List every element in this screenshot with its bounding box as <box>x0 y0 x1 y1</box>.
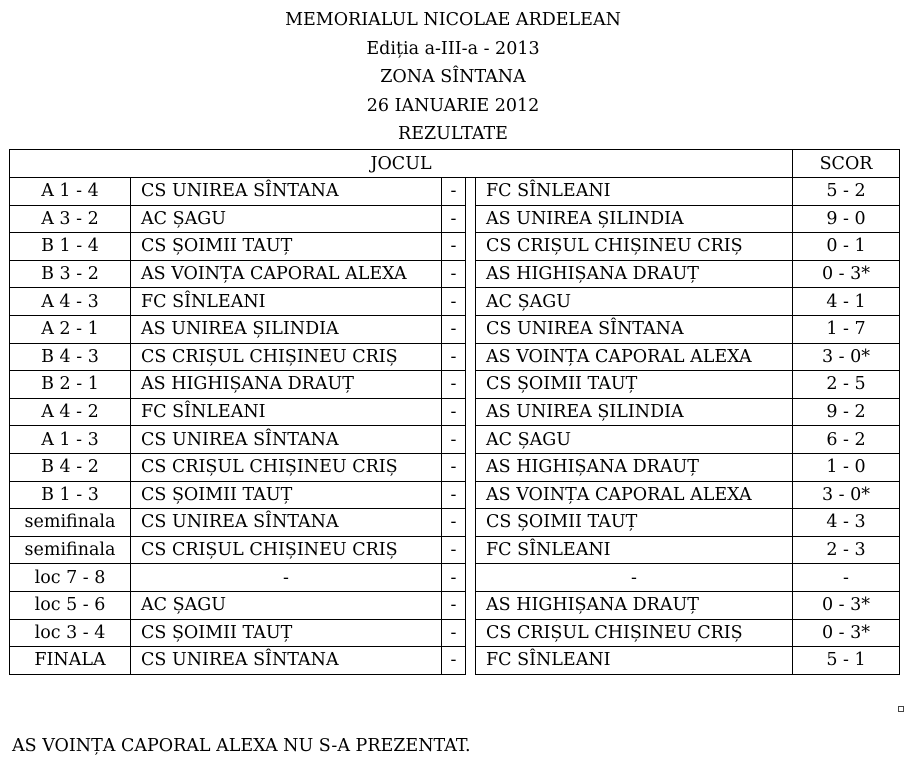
gap-cell <box>466 536 476 564</box>
table-row <box>10 481 900 509</box>
header-title: MEMORIALUL NICOLAE ARDELEAN <box>285 10 621 30</box>
gap-cell <box>466 371 476 399</box>
gap-cell <box>466 178 476 206</box>
score-cell: 3 - 0* <box>793 343 900 371</box>
separator: - <box>442 536 466 564</box>
gap-cell <box>466 315 476 343</box>
match-code: semifinala <box>10 509 131 537</box>
match-code: loc 3 - 4 <box>10 619 131 647</box>
home-team: AS HIGHIȘANA DRAUȚ <box>131 371 442 399</box>
match-code: A 3 - 2 <box>10 205 131 233</box>
table-row <box>10 453 900 481</box>
gap-cell <box>466 509 476 537</box>
score-cell: 4 - 3 <box>793 509 900 537</box>
away-team: AS HIGHIȘANA DRAUȚ <box>476 453 793 481</box>
separator: - <box>442 453 466 481</box>
score-cell: 2 - 3 <box>793 536 900 564</box>
table-row <box>10 591 900 619</box>
home-team: AC ȘAGU <box>131 591 442 619</box>
score-cell: 5 - 2 <box>793 178 900 206</box>
away-team: - <box>476 564 793 592</box>
away-team: CS CRIȘUL CHIȘINEU CRIȘ <box>476 619 793 647</box>
separator: - <box>442 233 466 261</box>
home-team: CS ȘOIMII TAUȚ <box>131 481 442 509</box>
separator: - <box>442 315 466 343</box>
gap-cell <box>466 205 476 233</box>
away-team: AS HIGHIȘANA DRAUȚ <box>476 260 793 288</box>
header-results: REZULTATE <box>398 124 508 145</box>
header-zone: ZONA SÎNTANA <box>380 67 526 88</box>
separator: - <box>442 205 466 233</box>
home-team: CS CRIȘUL CHIȘINEU CRIȘ <box>131 536 442 564</box>
gap-cell <box>466 453 476 481</box>
match-code: A 1 - 3 <box>10 426 131 454</box>
gap-cell <box>466 619 476 647</box>
table-row <box>10 260 900 288</box>
table-resize-handle[interactable] <box>898 706 904 712</box>
separator: - <box>442 426 466 454</box>
score-cell: 6 - 2 <box>793 426 900 454</box>
separator: - <box>442 619 466 647</box>
separator: - <box>442 178 466 206</box>
score-cell: 5 - 1 <box>793 647 900 675</box>
home-team: CS UNIREA SÎNTANA <box>131 647 442 675</box>
score-cell: 1 - 0 <box>793 453 900 481</box>
match-code: B 4 - 2 <box>10 453 131 481</box>
away-team: AS VOINȚA CAPORAL ALEXA <box>476 343 793 371</box>
score-cell: 0 - 3* <box>793 260 900 288</box>
away-team: CS ȘOIMII TAUȚ <box>476 371 793 399</box>
score-cell: 0 - 3* <box>793 591 900 619</box>
home-team: CS ȘOIMII TAUȚ <box>131 233 442 261</box>
home-team: CS ȘOIMII TAUȚ <box>131 619 442 647</box>
gap-cell <box>466 564 476 592</box>
match-code: loc 5 - 6 <box>10 591 131 619</box>
score-cell: 0 - 1 <box>793 233 900 261</box>
score-cell: - <box>793 564 900 592</box>
score-cell: 4 - 1 <box>793 288 900 316</box>
away-team: CS CRIȘUL CHIȘINEU CRIȘ <box>476 233 793 261</box>
match-code: A 4 - 2 <box>10 398 131 426</box>
document-header <box>0 6 906 149</box>
home-team: FC SÎNLEANI <box>131 288 442 316</box>
results-table <box>9 149 900 675</box>
home-team: CS CRIȘUL CHIȘINEU CRIȘ <box>131 453 442 481</box>
header-date: 26 IANUARIE 2012 <box>366 95 540 116</box>
score-cell: 9 - 2 <box>793 398 900 426</box>
gap-cell <box>466 591 476 619</box>
separator: - <box>442 591 466 619</box>
table-row <box>10 315 900 343</box>
home-team: CS UNIREA SÎNTANA <box>131 178 442 206</box>
match-code: B 2 - 1 <box>10 371 131 399</box>
score-cell: 0 - 3* <box>793 619 900 647</box>
match-code: A 1 - 4 <box>10 178 131 206</box>
separator: - <box>442 371 466 399</box>
table-row <box>10 619 900 647</box>
score-cell: 3 - 0* <box>793 481 900 509</box>
separator: - <box>442 509 466 537</box>
match-code: B 1 - 4 <box>10 233 131 261</box>
score-cell: 9 - 0 <box>793 205 900 233</box>
score-cell: 1 - 7 <box>793 315 900 343</box>
away-team: CS UNIREA SÎNTANA <box>476 315 793 343</box>
away-team: AS VOINȚA CAPORAL ALEXA <box>476 481 793 509</box>
table-row <box>10 288 900 316</box>
separator: - <box>442 288 466 316</box>
separator: - <box>442 260 466 288</box>
separator: - <box>442 343 466 371</box>
match-code: B 4 - 3 <box>10 343 131 371</box>
table-row <box>10 398 900 426</box>
table-row <box>10 371 900 399</box>
away-team: CS ȘOIMII TAUȚ <box>476 509 793 537</box>
table-row <box>10 233 900 261</box>
separator: - <box>442 564 466 592</box>
match-code: A 2 - 1 <box>10 315 131 343</box>
home-team: AS UNIREA ȘILINDIA <box>131 315 442 343</box>
match-code: loc 7 - 8 <box>10 564 131 592</box>
home-team: AS VOINȚA CAPORAL ALEXA <box>131 260 442 288</box>
away-team: AS UNIREA ȘILINDIA <box>476 398 793 426</box>
match-code: B 1 - 3 <box>10 481 131 509</box>
table-row <box>10 564 900 592</box>
away-team: AC ȘAGU <box>476 288 793 316</box>
separator: - <box>442 647 466 675</box>
match-code: semifinala <box>10 536 131 564</box>
away-team: AS HIGHIȘANA DRAUȚ <box>476 591 793 619</box>
away-team: AC ȘAGU <box>476 426 793 454</box>
home-team: CS UNIREA SÎNTANA <box>131 426 442 454</box>
table-row <box>10 536 900 564</box>
match-code: A 4 - 3 <box>10 288 131 316</box>
gap-cell <box>466 481 476 509</box>
home-team: AC ȘAGU <box>131 205 442 233</box>
score-cell: 2 - 5 <box>793 371 900 399</box>
table-row <box>10 509 900 537</box>
column-header-score: SCOR <box>793 150 900 178</box>
away-team: FC SÎNLEANI <box>476 178 793 206</box>
away-team: FC SÎNLEANI <box>476 536 793 564</box>
match-code: B 3 - 2 <box>10 260 131 288</box>
gap-cell <box>466 343 476 371</box>
gap-cell <box>466 260 476 288</box>
gap-cell <box>466 426 476 454</box>
header-edition: Ediția a-III-a - 2013 <box>366 38 540 59</box>
table-row <box>10 205 900 233</box>
match-code: FINALA <box>10 647 131 675</box>
column-header-game: JOCUL <box>10 150 793 178</box>
home-team: CS UNIREA SÎNTANA <box>131 509 442 537</box>
table-row <box>10 426 900 454</box>
home-team: - <box>131 564 442 592</box>
home-team: FC SÎNLEANI <box>131 398 442 426</box>
separator: - <box>442 481 466 509</box>
footnote: AS VOINȚA CAPORAL ALEXA NU S-A PREZENTAT. <box>12 736 471 756</box>
table-row <box>10 178 900 206</box>
table-row <box>10 343 900 371</box>
gap-cell <box>466 233 476 261</box>
gap-cell <box>466 398 476 426</box>
away-team: FC SÎNLEANI <box>476 647 793 675</box>
gap-cell <box>466 288 476 316</box>
table-row <box>10 647 900 675</box>
table-header-row <box>10 150 900 178</box>
home-team: CS CRIȘUL CHIȘINEU CRIȘ <box>131 343 442 371</box>
separator: - <box>442 398 466 426</box>
gap-cell <box>466 647 476 675</box>
away-team: AS UNIREA ȘILINDIA <box>476 205 793 233</box>
